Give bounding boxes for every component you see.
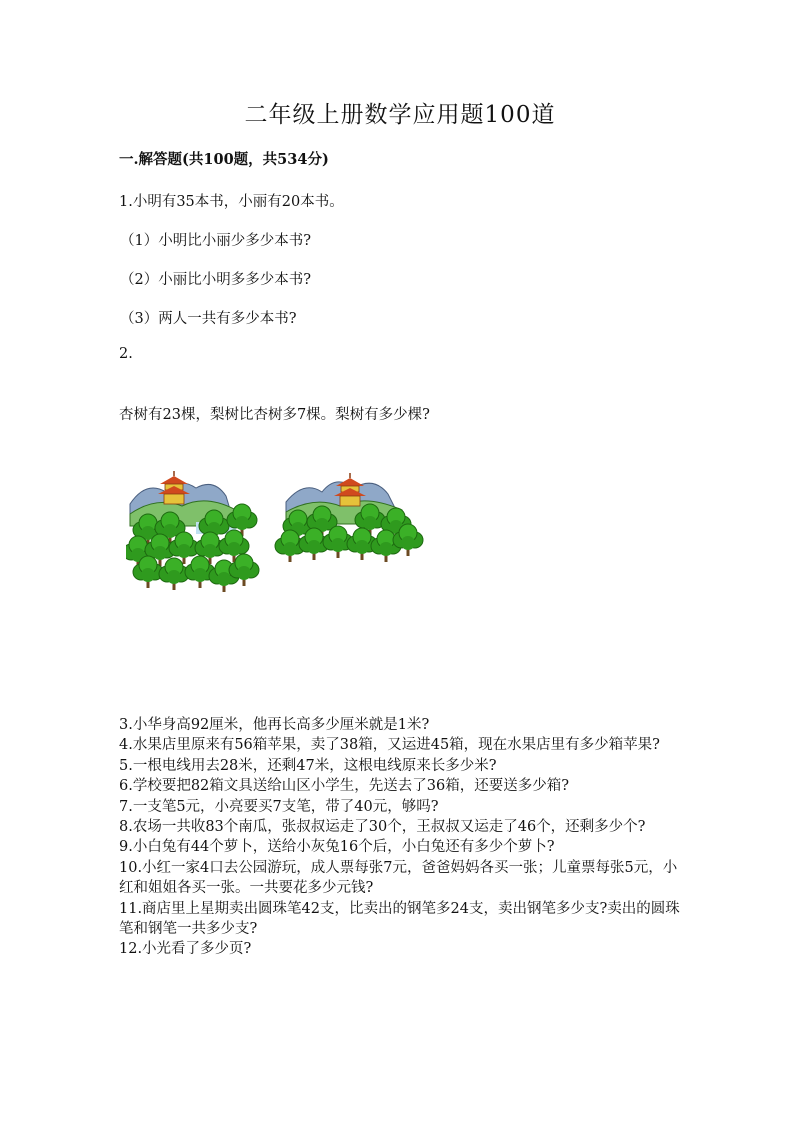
question-list [119, 715, 689, 960]
question-2-text: 杏树有23棵，梨树比杏树多7棵。梨树有多少棵? [119, 407, 430, 423]
question-10: 10.小红一家4口去公园游玩，成人票每张7元，爸爸妈妈各买一张；儿童票每张5元，小红和姐姐各买一张。一共要花多少元钱? [119, 859, 678, 897]
question-12: 12.小光看了多少页? [119, 941, 252, 958]
question-6: 6.学校要把82箱文具送给山区小学生，先送去了36箱，还要送多少箱? [119, 778, 570, 795]
question-2-number: 2. [119, 346, 133, 362]
question-8: 8.农场一共收83个南瓜，张叔叔运走了30个，王叔叔又运走了46个，还剩多少个? [119, 819, 646, 836]
question-1-stem: 1.小明有35本书，小丽有20本书。 [119, 194, 344, 210]
question-1-part-2: （2）小丽比小明多多少本书? [120, 272, 311, 288]
section-heading: 一.解答题(共100题，共534分) [119, 151, 329, 168]
pear-trees-scene [275, 473, 423, 562]
question-1-part-3: （3）两人一共有多少本书? [120, 311, 297, 327]
question-9: 9.小白兔有44个萝卜，送给小灰兔16个后，小白兔还有多少个萝卜? [119, 839, 555, 856]
trees-illustration [126, 466, 426, 606]
question-11: 11.商店里上星期卖出圆珠笔42支，比卖出的钢笔多24支，卖出钢笔多少支?卖出的圆珠笔和钢笔一共多少支? [119, 900, 680, 938]
page-title: 二年级上册数学应用题100道 [244, 102, 556, 128]
apricot-trees-scene [126, 471, 259, 592]
question-7: 7.一支笔5元，小亮要买7支笔，带了40元，够吗? [119, 798, 439, 815]
question-1-part-1: （1）小明比小丽少多少本书? [120, 233, 311, 249]
question-3: 3.小华身高92厘米，他再长高多少厘米就是1米? [119, 717, 430, 733]
question-4: 4.水果店里原来有56箱苹果，卖了38箱，又运进45箱，现在水果店里有多少箱苹果? [119, 737, 660, 754]
question-5: 5.一根电线用去28米，还剩47米，这根电线原来长多少米? [119, 757, 497, 774]
